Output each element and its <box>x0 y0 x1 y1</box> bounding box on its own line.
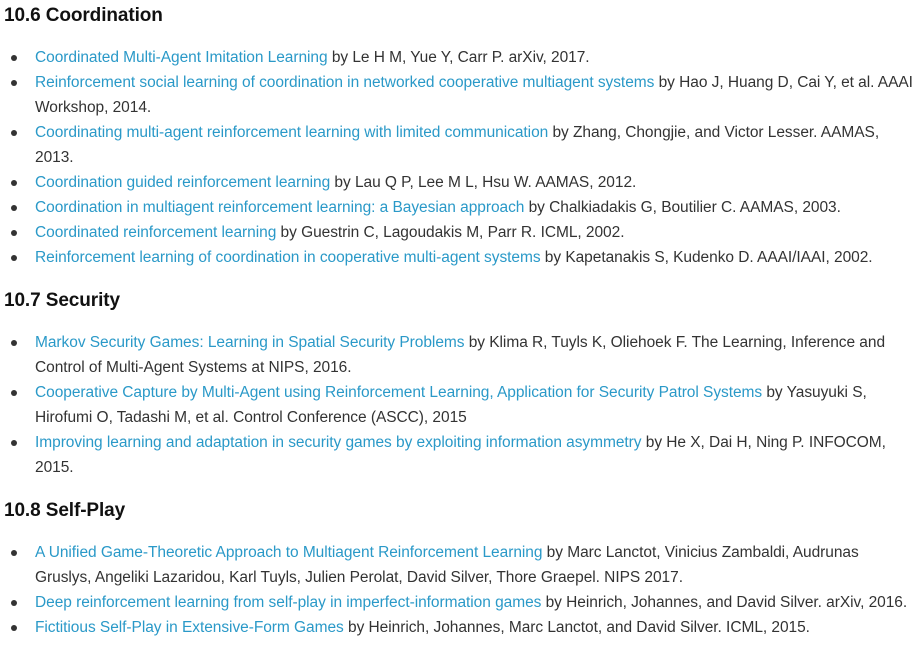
bullet-icon <box>11 55 17 61</box>
reference-citation: by Klima R, Tuyls K, Oliehoek F. The Learning, Inference and Control of Multi-Agent Systems at NIPS, 2016. <box>35 334 886 376</box>
reference-link[interactable]: Coordination in multiagent reinforcement learning: a Bayesian approach <box>35 199 525 216</box>
reference-citation: by Le H M, Yue Y, Carr P. arXiv, 2017. <box>327 49 590 66</box>
reference-item <box>0 170 918 195</box>
bullet-icon <box>11 340 17 346</box>
reference-citation: by Heinrich, Johannes, Marc Lanctot, and David Silver. ICML, 2015. <box>343 619 810 636</box>
reference-item <box>0 430 918 480</box>
reference-citation: by Chalkiadakis G, Boutilier C. AAMAS, 2003. <box>524 199 841 216</box>
reference-link[interactable]: Coordinating multi-agent reinforcement learning with limited communication <box>35 124 549 141</box>
reference-list <box>0 540 918 640</box>
reference-link[interactable]: Reinforcement social learning of coordination in networked cooperative multiagent systems <box>35 74 655 91</box>
reference-citation: by Zhang, Chongjie, and Victor Lesser. AAMAS, 2013. <box>35 124 880 166</box>
reference-link[interactable]: A Unified Game-Theoretic Approach to Multiagent Reinforcement Learning <box>35 544 543 561</box>
reference-item <box>0 220 918 245</box>
reference-link[interactable]: Coordinated reinforcement learning <box>35 224 277 241</box>
reference-item <box>0 330 918 380</box>
bullet-icon <box>11 130 17 136</box>
reference-link[interactable]: Improving learning and adaptation in security games by exploiting information asymmetry <box>35 434 642 451</box>
reference-link[interactable]: Coordination guided reinforcement learning <box>35 174 331 191</box>
bullet-icon <box>11 390 17 396</box>
reference-citation: by He X, Dai H, Ning P. INFOCOM, 2015. <box>35 434 886 476</box>
reference-item <box>0 540 918 590</box>
reference-item <box>0 380 918 430</box>
section-coordination <box>0 5 918 270</box>
reference-item <box>0 70 918 120</box>
reference-citation: by Lau Q P, Lee M L, Hsu W. AAMAS, 2012. <box>330 174 637 191</box>
reference-link[interactable]: Markov Security Games: Learning in Spatial Security Problems <box>35 334 465 351</box>
reference-citation: by Hao J, Huang D, Cai Y, et al. AAAI Workshop, 2014. <box>35 74 913 116</box>
reference-item <box>0 120 918 170</box>
section-self-play <box>0 500 918 640</box>
bullet-icon <box>11 625 17 631</box>
reference-list <box>0 45 918 270</box>
bullet-icon <box>11 600 17 606</box>
section-heading: 10.7 Security <box>4 290 120 311</box>
reference-item <box>0 195 918 220</box>
reference-citation: by Kapetanakis S, Kudenko D. AAAI/IAAI, 2002. <box>540 249 873 266</box>
reference-item <box>0 615 918 640</box>
section-heading: 10.8 Self-Play <box>4 500 126 521</box>
bullet-icon <box>11 550 17 556</box>
reference-link[interactable]: Deep reinforcement learning from self-play in imperfect-information games <box>35 594 542 611</box>
section-security <box>0 290 918 480</box>
reference-link[interactable]: Reinforcement learning of coordination in cooperative multi-agent systems <box>35 249 541 266</box>
reference-item <box>0 590 918 615</box>
bullet-icon <box>11 230 17 236</box>
reference-link[interactable]: Coordinated Multi-Agent Imitation Learning <box>35 49 328 66</box>
bullet-icon <box>11 440 17 446</box>
reference-citation: by Marc Lanctot, Vinicius Zambaldi, Audrunas Gruslys, Angeliki Lazaridou, Karl Tuyls, Julien Perolat, David Silver, Thore Graepel. NIPS 2017. <box>35 544 859 586</box>
bullet-icon <box>11 80 17 86</box>
reference-citation: by Yasuyuki S, Hirofumi O, Tadashi M, et al. Control Conference (ASCC), 2015 <box>35 384 867 426</box>
bullet-icon <box>11 205 17 211</box>
reference-link[interactable]: Fictitious Self-Play in Extensive-Form Games <box>35 619 344 636</box>
reference-item <box>0 45 918 70</box>
reference-citation: by Heinrich, Johannes, and David Silver. arXiv, 2016. <box>541 594 908 611</box>
reference-citation: by Guestrin C, Lagoudakis M, Parr R. ICML, 2002. <box>276 224 625 241</box>
bullet-icon <box>11 180 17 186</box>
reference-list <box>0 330 918 480</box>
section-heading: 10.6 Coordination <box>4 5 163 26</box>
reference-link[interactable]: Cooperative Capture by Multi-Agent using Reinforcement Learning, Application for Security Patrol Systems <box>35 384 763 401</box>
reference-item <box>0 245 918 270</box>
bullet-icon <box>11 255 17 261</box>
